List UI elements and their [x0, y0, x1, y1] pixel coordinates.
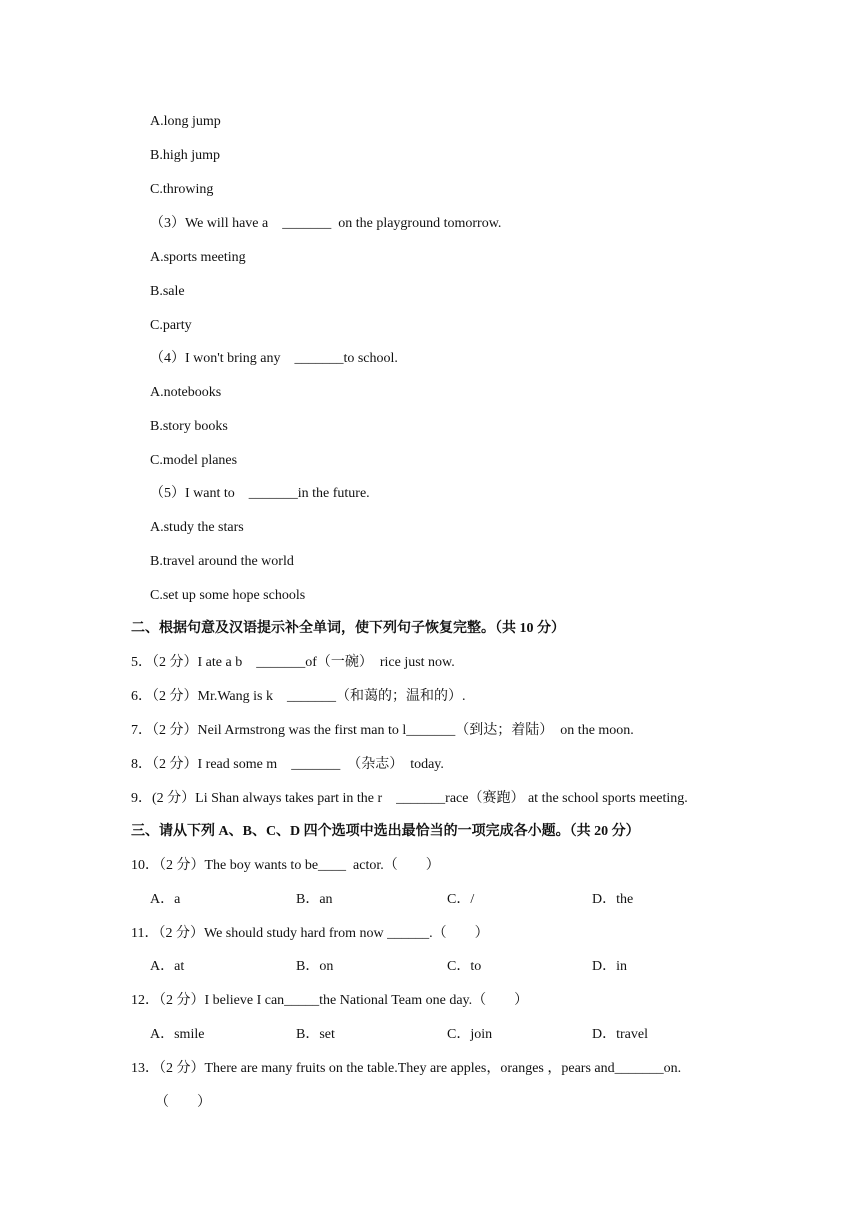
question-line: 6．（2 分）Mr.Wang is k _______（和蔼的；温和的）. [131, 689, 466, 704]
question-line: A.study the stars [150, 520, 244, 535]
answer-option: A．a [150, 892, 181, 907]
question-line: B.sale [150, 284, 185, 299]
question-line: C.model planes [150, 453, 238, 468]
section-heading: 二、根据句意及汉语提示补全单词，使下列句子恢复完整。（共 10 分） [131, 621, 565, 636]
section-heading: 三、请从下列 A、B、C、D 四个选项中选出最恰当的一项完成各小题。（共 20 分） [131, 824, 640, 839]
question-line: A.notebooks [150, 385, 222, 400]
question-line: （ ） [155, 1095, 211, 1110]
answer-option: B．set [296, 1027, 335, 1042]
question-line: C.throwing [150, 182, 214, 197]
question-line: B.high jump [150, 148, 221, 163]
answer-option: B．on [296, 959, 334, 974]
question-line: （5）I want to _______in the future. [150, 486, 370, 501]
question-line: C.party [150, 318, 192, 333]
question-line: 12．（2 分）I believe I can_____the National Team one day.（ ） [131, 993, 529, 1008]
question-line: A.long jump [150, 114, 221, 129]
answer-option: A．at [150, 959, 185, 974]
answer-option: B．an [296, 892, 333, 907]
question-line: B.story books [150, 419, 228, 434]
answer-option: C．/ [447, 892, 475, 907]
answer-option: C．to [447, 959, 482, 974]
question-line: 13．（2 分）There are many fruits on the table.They are apples，oranges ，pears and_______on. [131, 1061, 682, 1076]
answer-option: A．smile [150, 1027, 205, 1042]
answer-option: D．in [592, 959, 627, 974]
question-line: 11．（2 分）We should study hard from now ______.（ ） [131, 926, 489, 941]
answer-option: C．join [447, 1027, 493, 1042]
question-line: A.sports meeting [150, 250, 246, 265]
question-line: B.travel around the world [150, 554, 294, 569]
question-line: 7．（2 分）Neil Armstrong was the first man to l_______（到达；着陆） on the moon. [131, 723, 634, 738]
answer-option: D．travel [592, 1027, 648, 1042]
answer-option: D．the [592, 892, 634, 907]
question-line: （3）We will have a _______ on the playground tomorrow. [150, 216, 502, 231]
question-line: 10．（2 分）The boy wants to be____ actor.（ ） [131, 858, 440, 873]
question-line: （4）I won't bring any _______to school. [150, 351, 398, 366]
question-line: 5．（2 分）I ate a b _______of（一碗） rice just now. [131, 655, 455, 670]
question-line: C.set up some hope schools [150, 588, 306, 603]
question-line: 8．（2 分）I read some m _______ （杂志） today. [131, 757, 444, 772]
question-line: 9．(2 分）Li Shan always takes part in the r _______race（赛跑） at the school sports meeting. [131, 791, 688, 806]
